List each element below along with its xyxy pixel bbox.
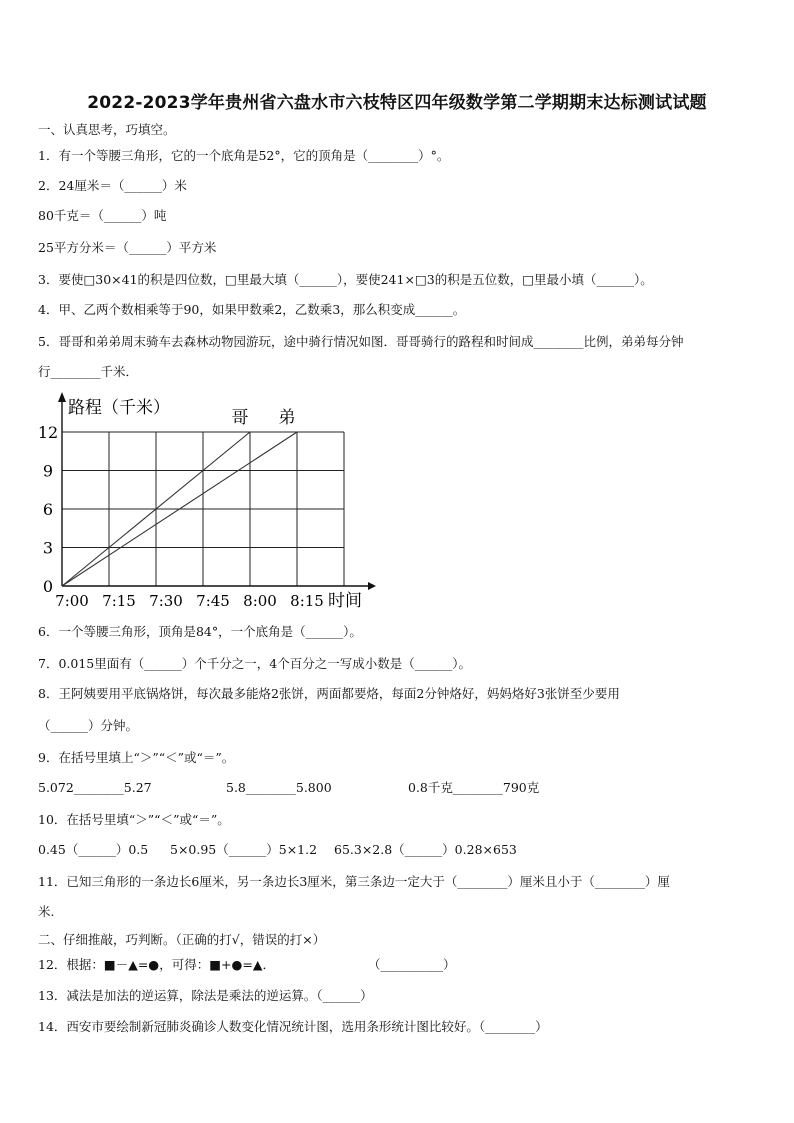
y-axis-arrow <box>58 392 66 402</box>
y-tick-label: 12 <box>37 423 59 442</box>
question-7: 7．0.015里面有（______）个千分之一，4个百分之一写成小数是（______）。 <box>38 656 471 671</box>
question-8-line2: （______）分钟。 <box>38 718 139 733</box>
question-11-line1: 11．已知三角形的一条边长6厘米，另一条边长3厘米，第三条边一定大于（________）厘米且小于（________）厘 <box>38 874 670 889</box>
question-11-line2: 米. <box>38 904 55 919</box>
question-9-item-1: 5.072________5.27 <box>38 780 152 795</box>
question-3: 3．要使□30×41的积是四位数，□里最大填（______），要使241×□3的积是五位数，□里最小填（______）。 <box>38 272 653 287</box>
x-tick-label: 8:15 <box>290 592 324 610</box>
y-tick-label: 0 <box>42 577 54 596</box>
question-9: 9．在括号里填上“＞”“＜”或“＝”。 <box>38 750 235 765</box>
question-9-item-2: 5.8________5.800 <box>226 780 332 795</box>
x-axis-label: 时间 <box>328 591 362 611</box>
series-label-1: 哥 <box>231 408 249 428</box>
question-1: 1．有一个等腰三角形，它的一个底角是52°，它的顶角是（________）°。 <box>38 148 450 163</box>
y-tick-label: 3 <box>42 538 54 558</box>
question-6: 6．一个等腰三角形，顶角是84°，一个底角是（______）。 <box>38 624 362 639</box>
question-2a: 2．24厘米＝（______）米 <box>38 178 187 193</box>
y-axis-label: 路程（千米） <box>68 398 170 418</box>
question-10-item-2: 5×0.95（______）5×1.2 <box>170 842 318 857</box>
question-14: 14．西安市要绘制新冠肺炎确诊人数变化情况统计图，选用条形统计图比较好。（________） <box>38 1019 548 1034</box>
x-tick-label: 7:15 <box>102 592 136 610</box>
series-label-2: 弟 <box>278 408 296 428</box>
y-tick-label: 9 <box>42 461 54 481</box>
x-axis-arrow <box>368 582 376 590</box>
question-2b: 80千克＝（______）吨 <box>38 208 167 223</box>
question-10: 10．在括号里填“＞”“＜”或“＝”。 <box>38 812 230 827</box>
x-tick-label: 7:00 <box>55 592 89 610</box>
chart-grid <box>62 432 344 586</box>
page-title: 2022-2023学年贵州省六盘水市六枝特区四年级数学第二学期期末达标测试试题 <box>87 93 707 113</box>
question-2c: 25平方分米＝（______）平方米 <box>38 240 217 255</box>
question-13: 13．减法是加法的逆运算，除法是乘法的逆运算。（______） <box>38 988 373 1003</box>
question-4: 4．甲、乙两个数相乘等于90，如果甲数乘2，乙数乘3，那么积变成______。 <box>38 302 466 317</box>
y-tick-label: 6 <box>42 500 54 519</box>
x-tick-label: 7:45 <box>196 592 230 610</box>
question-5-line2: 行________千米． <box>38 364 139 379</box>
question-5-line1: 5．哥哥和弟弟周末骑车去森林动物园游玩，途中骑行情况如图．哥哥骑行的路程和时间成________比例，弟弟每分钟 <box>38 334 684 349</box>
section-heading-fill-blank: 一、认真思考，巧填空。 <box>38 122 176 137</box>
question-12-blank: （__________） <box>368 957 456 972</box>
question-12: 12．根据：■－▲=●，可得：■+●=▲． <box>38 957 275 972</box>
distance-time-chart <box>28 392 388 618</box>
x-tick-label: 8:00 <box>243 592 277 610</box>
question-8-line1: 8．王阿姨要用平底锅烙饼，每次最多能烙2张饼，两面都要烙，每面2分钟烙好，妈妈烙好3张饼至少要用 <box>38 686 620 701</box>
question-9-item-3: 0.8千克________790克 <box>408 780 540 795</box>
question-10-item-3: 65.3×2.8（______）0.28×653 <box>334 842 517 857</box>
section-heading-true-false: 二、仔细推敲，巧判断。（正确的打√，错误的打×） <box>38 932 326 947</box>
x-tick-label: 7:30 <box>149 592 183 610</box>
question-10-item-1: 0.45（______）0.5 <box>38 842 149 857</box>
